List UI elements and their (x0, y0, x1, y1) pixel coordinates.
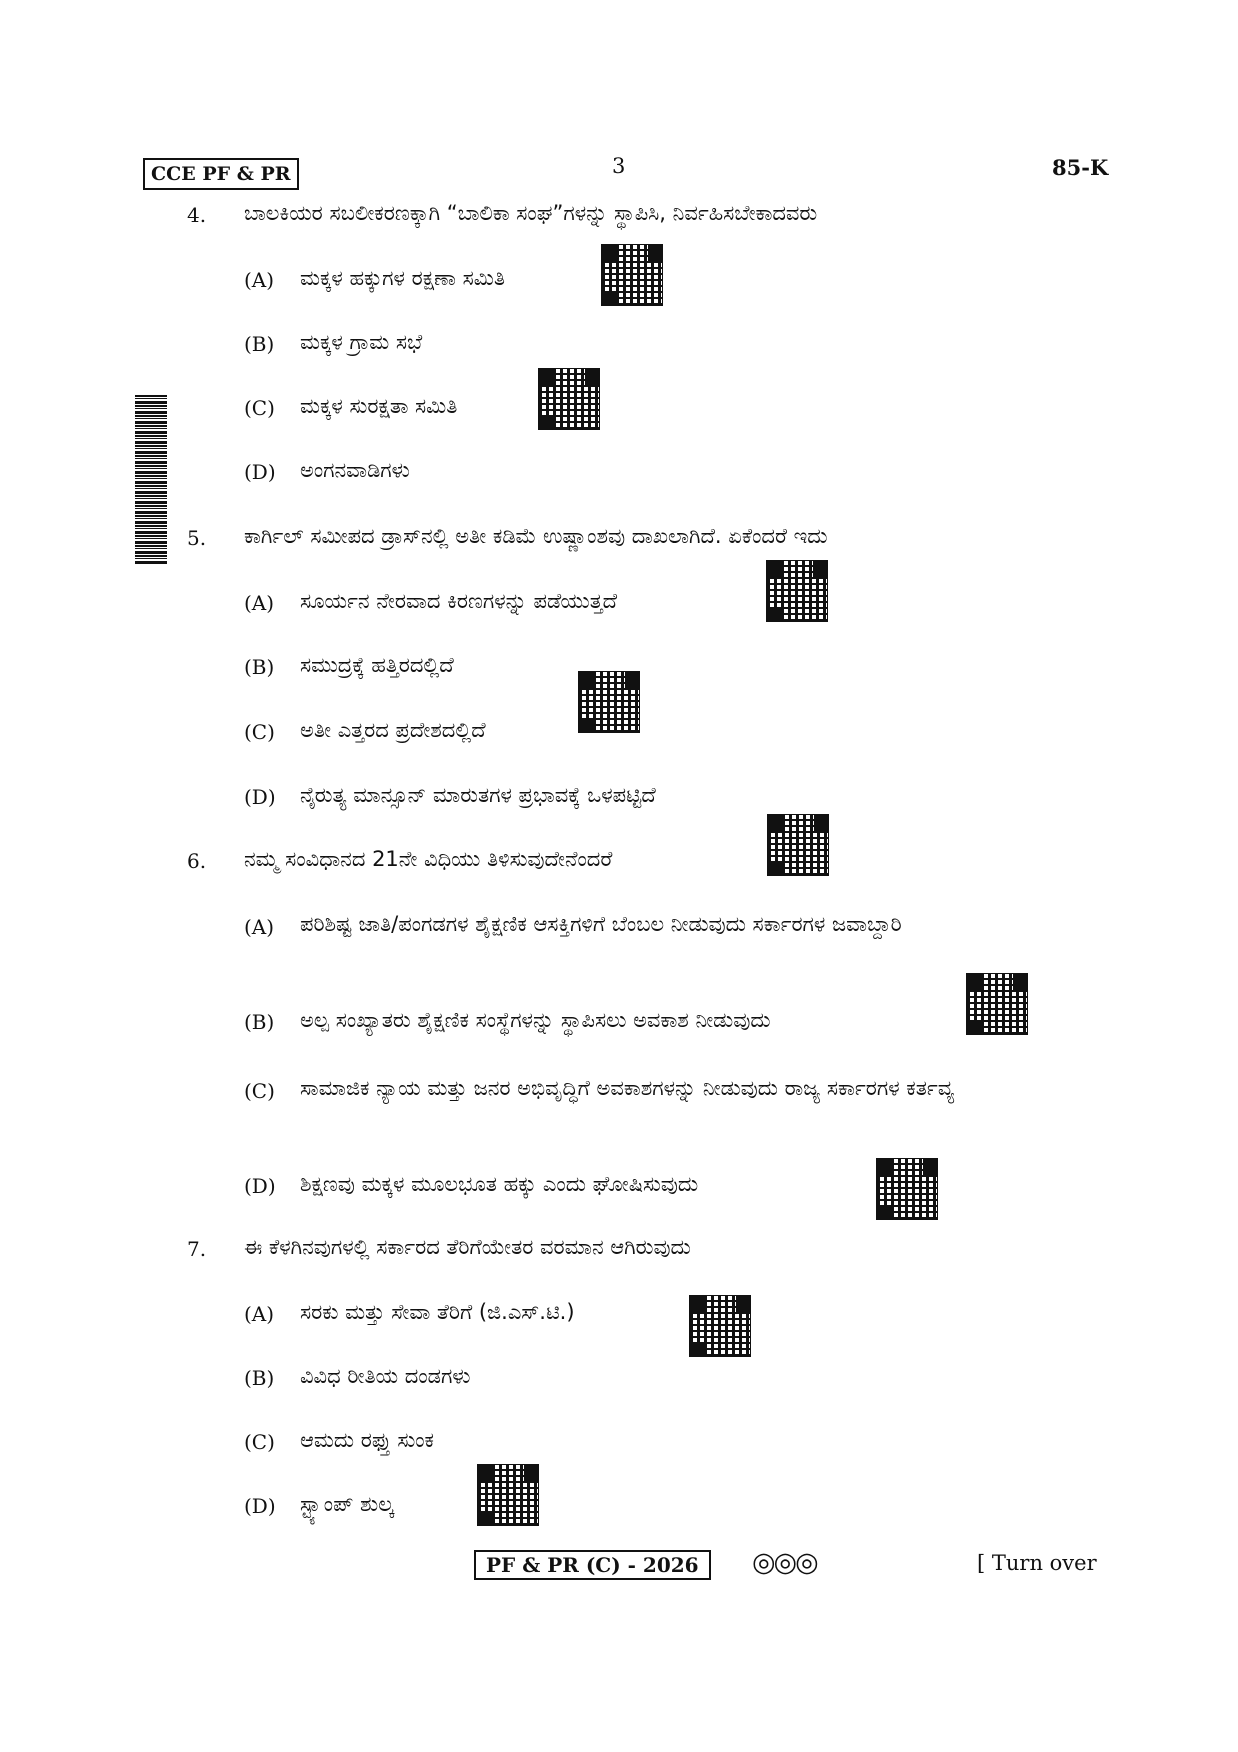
option-label: (A) (244, 915, 275, 939)
qr-code-icon (538, 368, 600, 430)
subject-code: 85-K (1052, 155, 1109, 180)
question-number: 5. (187, 526, 207, 550)
option-label: (C) (244, 1079, 275, 1103)
footer-marks: ◎◎◎ (752, 1547, 817, 1578)
option-label: (A) (244, 1302, 275, 1326)
qr-code-icon (477, 1464, 539, 1526)
option-text: ವಿವಿಧ ರೀತಿಯ ದಂಡಗಳು (300, 1364, 471, 1388)
question-number: 4. (187, 203, 207, 227)
option-label: (C) (244, 720, 275, 744)
option-label: (A) (244, 268, 275, 292)
page-number: 3 (612, 154, 626, 178)
option-text: ಪರಿಶಿಷ್ಟ ಜಾತಿ/ಪಂಗಡಗಳ ಶೈಕ್ಷಣಿಕ ಆಸಕ್ತಿಗಳಿಗೆ ಬೆಂಬಲ ನೀಡುವುದು ಸರ್ಕಾರಗಳ ಜವಾಬ್ದಾರಿ (300, 912, 902, 936)
option-label: (D) (244, 460, 276, 484)
option-label: (A) (244, 591, 275, 615)
option-label: (D) (244, 1494, 276, 1518)
side-barcode (135, 395, 167, 565)
option-text: ಸರಕು ಮತ್ತು ಸೇವಾ ತೆರಿಗೆ (ಜಿ.ಎಸ್.ಟಿ.) (300, 1300, 575, 1324)
question-number: 7. (187, 1237, 207, 1261)
option-label: (B) (244, 655, 275, 679)
option-text: ಸೂರ್ಯನ ನೇರವಾದ ಕಿರಣಗಳನ್ನು ಪಡೆಯುತ್ತದೆ (300, 589, 618, 613)
option-label: (C) (244, 1430, 275, 1454)
qr-code-icon (689, 1295, 751, 1357)
option-label: (B) (244, 1010, 275, 1034)
option-text: ಆಮದು ರಫ್ತು ಸುಂಕ (300, 1428, 434, 1452)
qr-code-icon (601, 244, 663, 306)
option-text: ನೈರುತ್ಯ ಮಾನ್ಸೂನ್ ಮಾರುತಗಳ ಪ್ರಭಾವಕ್ಕೆ ಒಳಪಟ್ಟಿದೆ (300, 783, 656, 807)
option-text: ಅಂಗನವಾಡಿಗಳು (300, 458, 410, 482)
qr-code-icon (578, 671, 640, 733)
option-label: (D) (244, 1174, 276, 1198)
turn-over-note: [ Turn over (977, 1551, 1097, 1575)
footer-paper-label: PF & PR (C) - 2026 (474, 1550, 711, 1580)
qr-code-icon (966, 973, 1028, 1035)
question-text: ನಮ್ಮ ಸಂವಿಧಾನದ 21ನೇ ವಿಧಿಯು ತಿಳಿಸುವುದೇನೆಂದರೆ (244, 847, 613, 871)
option-text: ಮಕ್ಕಳ ಹಕ್ಕುಗಳ ರಕ್ಷಣಾ ಸಮಿತಿ (300, 266, 505, 290)
qr-code-icon (876, 1158, 938, 1220)
option-label: (B) (244, 1366, 275, 1390)
option-text: ಅಲ್ಪ ಸಂಖ್ಯಾತರು ಶೈಕ್ಷಣಿಕ ಸಂಸ್ಥೆಗಳನ್ನು ಸ್ಥಾಪಿಸಲು ಅವಕಾಶ ನೀಡುವುದು (300, 1008, 771, 1032)
option-label: (B) (244, 332, 275, 356)
paper-code-box: CCE PF & PR (143, 158, 299, 190)
option-text: ಶಿಕ್ಷಣವು ಮಕ್ಕಳ ಮೂಲಭೂತ ಹಕ್ಕು ಎಂದು ಘೋಷಿಸುವುದು (300, 1172, 699, 1196)
option-text: ಸಮುದ್ರಕ್ಕೆ ಹತ್ತಿರದಲ್ಲಿದೆ (300, 653, 454, 677)
question-text: ಈ ಕೆಳಗಿನವುಗಳಲ್ಲಿ ಸರ್ಕಾರದ ತೆರಿಗೆಯೇತರ ವರಮಾನ ಆಗಿರುವುದು (244, 1235, 691, 1259)
option-text: ಸ್ಟ್ಯಾಂಪ್ ಶುಲ್ಕ (300, 1492, 394, 1516)
option-text: ಮಕ್ಕಳ ಗ್ರಾಮ ಸಭೆ (300, 330, 423, 354)
qr-code-icon (767, 814, 829, 876)
question-text: ಕಾರ್ಗಿಲ್ ಸಮೀಪದ ಡ್ರಾಸ್‌ನಲ್ಲಿ ಅತೀ ಕಡಿಮೆ ಉಷ್ಣಾಂಶವು ದಾಖಲಾಗಿದೆ. ಏಕೆಂದರೆ ಇದು (244, 524, 828, 548)
question-text: ಬಾಲಕಿಯರ ಸಬಲೀಕರಣಕ್ಕಾಗಿ “ಬಾಲಿಕಾ ಸಂಘ”ಗಳನ್ನು ಸ್ಥಾಪಿಸಿ, ನಿರ್ವಹಿಸಬೇಕಾದವರು (244, 201, 818, 225)
qr-code-icon (766, 560, 828, 622)
option-label: (C) (244, 396, 275, 420)
option-label: (D) (244, 785, 276, 809)
option-text: ಅತೀ ಎತ್ತರದ ಪ್ರದೇಶದಲ್ಲಿದೆ (300, 718, 486, 742)
question-number: 6. (187, 849, 207, 873)
option-text: ಸಾಮಾಜಿಕ ನ್ಯಾಯ ಮತ್ತು ಜನರ ಅಭಿವೃದ್ಧಿಗೆ ಅವಕಾಶಗಳನ್ನು ನೀಡುವುದು ರಾಜ್ಯ ಸರ್ಕಾರಗಳ ಕರ್ತವ್ಯ (300, 1076, 955, 1100)
option-text: ಮಕ್ಕಳ ಸುರಕ್ಷತಾ ಸಮಿತಿ (300, 394, 458, 418)
